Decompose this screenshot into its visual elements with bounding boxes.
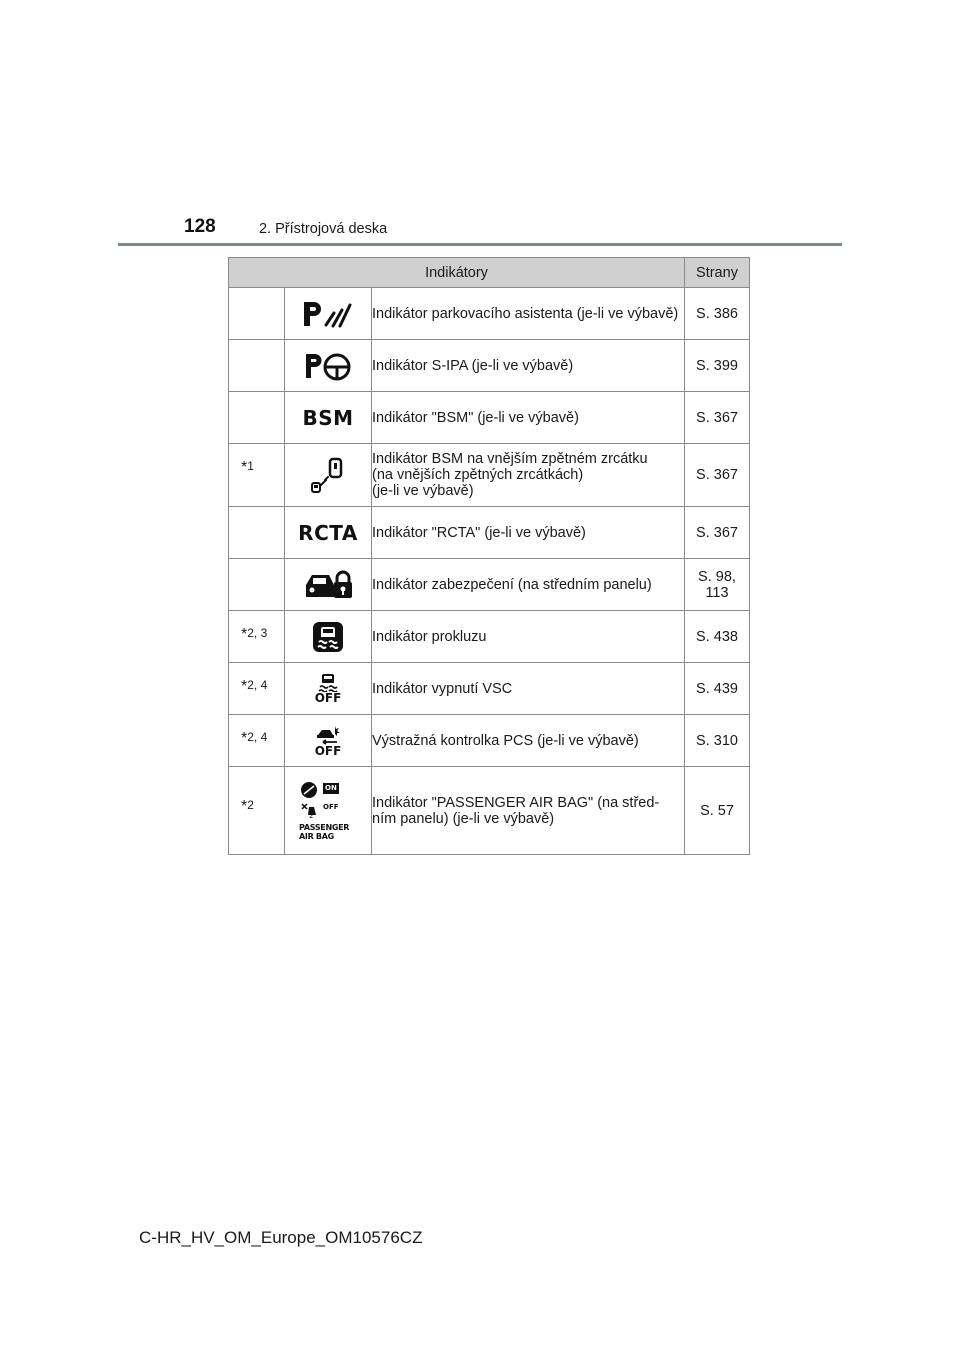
table-row bbox=[229, 340, 750, 392]
footnote-cell bbox=[229, 340, 285, 392]
icon-cell bbox=[285, 559, 372, 611]
icon-cell bbox=[285, 663, 372, 715]
description-cell bbox=[372, 767, 685, 855]
footnote-marker: *2, 4 bbox=[241, 730, 268, 747]
airbag-on-label: ON bbox=[325, 783, 337, 792]
page-ref: S. 399 bbox=[696, 357, 738, 374]
description-text: (je-li ve výbavě) bbox=[372, 483, 474, 499]
description-text: Indikátor "PASSENGER AIR BAG" (na střed- bbox=[372, 794, 660, 811]
page-ref-cell bbox=[685, 288, 750, 340]
section-title: 2. Přístrojová deska bbox=[259, 221, 388, 237]
airbag-person-off-icon bbox=[299, 801, 319, 819]
footnote-number: 1 bbox=[247, 459, 254, 473]
page-ref: S. 438 bbox=[696, 628, 738, 645]
icon-cell bbox=[285, 507, 372, 559]
description-text: Indikátor S-IPA (je-li ve výbavě) bbox=[372, 357, 574, 374]
footnote-cell bbox=[229, 611, 285, 663]
description-cell bbox=[372, 663, 685, 715]
description-text: Indikátor prokluzu bbox=[372, 628, 487, 645]
page-ref: 113 bbox=[705, 584, 729, 601]
icon-cell bbox=[285, 715, 372, 767]
icon-cell bbox=[285, 288, 372, 340]
description-cell bbox=[372, 507, 685, 559]
footnote-marker: *2, 3 bbox=[241, 626, 268, 643]
description-text: Indikátor zabezpečení (na středním panelu) bbox=[372, 576, 652, 593]
table-row bbox=[229, 288, 750, 340]
indicator-table bbox=[228, 257, 750, 855]
table-row bbox=[229, 663, 750, 715]
security-indicator-icon bbox=[303, 569, 353, 601]
footnote-cell bbox=[229, 288, 285, 340]
icon-cell bbox=[285, 767, 372, 855]
description-text: ním panelu) (je-li ve výbavě) bbox=[372, 810, 555, 827]
description-text: Výstražná kontrolka PCS (je-li ve výbavě) bbox=[372, 732, 639, 749]
footnote-cell bbox=[229, 663, 285, 715]
description-cell bbox=[372, 715, 685, 767]
description-cell bbox=[372, 392, 685, 444]
page-ref: S. 57 bbox=[700, 802, 734, 819]
page-ref: S. 367 bbox=[696, 524, 738, 541]
vsc-car-icon bbox=[317, 672, 339, 692]
pcs-off-label: OFF bbox=[314, 744, 342, 758]
table-header-row bbox=[229, 258, 750, 288]
description-cell bbox=[372, 288, 685, 340]
page-ref: S. 367 bbox=[696, 467, 738, 483]
s-ipa-icon bbox=[303, 351, 353, 381]
footnote-cell bbox=[229, 559, 285, 611]
footnote-number: 2, 3 bbox=[247, 626, 268, 640]
airbag-airbag-label: AIR BAG bbox=[299, 831, 334, 841]
footnote-number: 2 bbox=[247, 798, 254, 812]
footnote-marker: *2, 4 bbox=[241, 678, 268, 695]
page-ref-cell bbox=[685, 559, 750, 611]
footnote-number: 2, 4 bbox=[247, 730, 268, 744]
document-code: C-HR_HV_OM_Europe_OM10576CZ bbox=[139, 1228, 423, 1247]
airbag-passenger-label: PASSENGER bbox=[299, 822, 350, 832]
header-rule bbox=[118, 243, 842, 246]
description-text: Indikátor BSM na vnějším zpětném zrcátku bbox=[372, 451, 648, 467]
icon-cell bbox=[285, 340, 372, 392]
table-row bbox=[229, 507, 750, 559]
description-cell bbox=[372, 444, 685, 507]
table-row bbox=[229, 559, 750, 611]
footnote-number: 2, 4 bbox=[247, 678, 268, 692]
footnote-marker: *1 bbox=[241, 459, 254, 476]
col-indicators-header: Indikátory bbox=[229, 258, 685, 288]
icon-cell bbox=[285, 611, 372, 663]
parking-assist-icon bbox=[300, 299, 356, 329]
table-row bbox=[229, 392, 750, 444]
footnote-cell bbox=[229, 767, 285, 855]
icon-cell bbox=[285, 392, 372, 444]
table-row bbox=[229, 444, 750, 507]
page-ref-cell bbox=[685, 507, 750, 559]
table-row bbox=[229, 611, 750, 663]
page-ref-cell bbox=[685, 340, 750, 392]
description-text: Indikátor "BSM" (je-li ve výbavě) bbox=[372, 409, 579, 426]
rcta-icon: RCTA bbox=[298, 520, 358, 545]
table-row bbox=[229, 767, 750, 855]
page-ref: S. 98, bbox=[698, 568, 736, 585]
description-text: Indikátor parkovacího asistenta (je-li ve výbavě) bbox=[372, 305, 679, 322]
footnote-cell bbox=[229, 715, 285, 767]
pcs-icon bbox=[315, 723, 341, 745]
page-ref-cell bbox=[685, 767, 750, 855]
page-ref-cell bbox=[685, 444, 750, 507]
page-ref: S. 439 bbox=[696, 680, 738, 697]
description-cell bbox=[372, 611, 685, 663]
footnote-cell bbox=[229, 392, 285, 444]
airbag-person-on-icon bbox=[299, 781, 319, 799]
page-ref: S. 367 bbox=[696, 409, 738, 426]
description-text: (na vnějších zpětných zrcátkách) bbox=[372, 467, 584, 483]
col-pages-header: Strany bbox=[685, 258, 750, 288]
description-cell bbox=[372, 559, 685, 611]
icon-cell bbox=[285, 444, 372, 507]
vsc-off-label: OFF bbox=[314, 691, 342, 705]
page-ref-cell bbox=[685, 715, 750, 767]
footnote-cell bbox=[229, 507, 285, 559]
description-text: Indikátor "RCTA" (je-li ve výbavě) bbox=[372, 524, 586, 541]
description-text: Indikátor vypnutí VSC bbox=[372, 680, 513, 697]
table-row bbox=[229, 715, 750, 767]
description-cell bbox=[372, 340, 685, 392]
footnote-cell bbox=[229, 444, 285, 507]
page-ref: S. 310 bbox=[696, 732, 738, 749]
page-ref-cell bbox=[685, 392, 750, 444]
page-ref-cell bbox=[685, 663, 750, 715]
page-ref-cell bbox=[685, 611, 750, 663]
page-number: 128 bbox=[184, 216, 216, 237]
bsm-icon: BSM bbox=[302, 405, 354, 430]
slip-indicator-icon bbox=[312, 621, 344, 653]
footnote-marker: *2 bbox=[241, 798, 254, 815]
page-ref: S. 386 bbox=[696, 305, 738, 322]
airbag-off-label: OFF bbox=[323, 802, 339, 811]
bsm-mirror-icon bbox=[308, 455, 348, 495]
svg-text:2: 2 bbox=[309, 811, 314, 819]
